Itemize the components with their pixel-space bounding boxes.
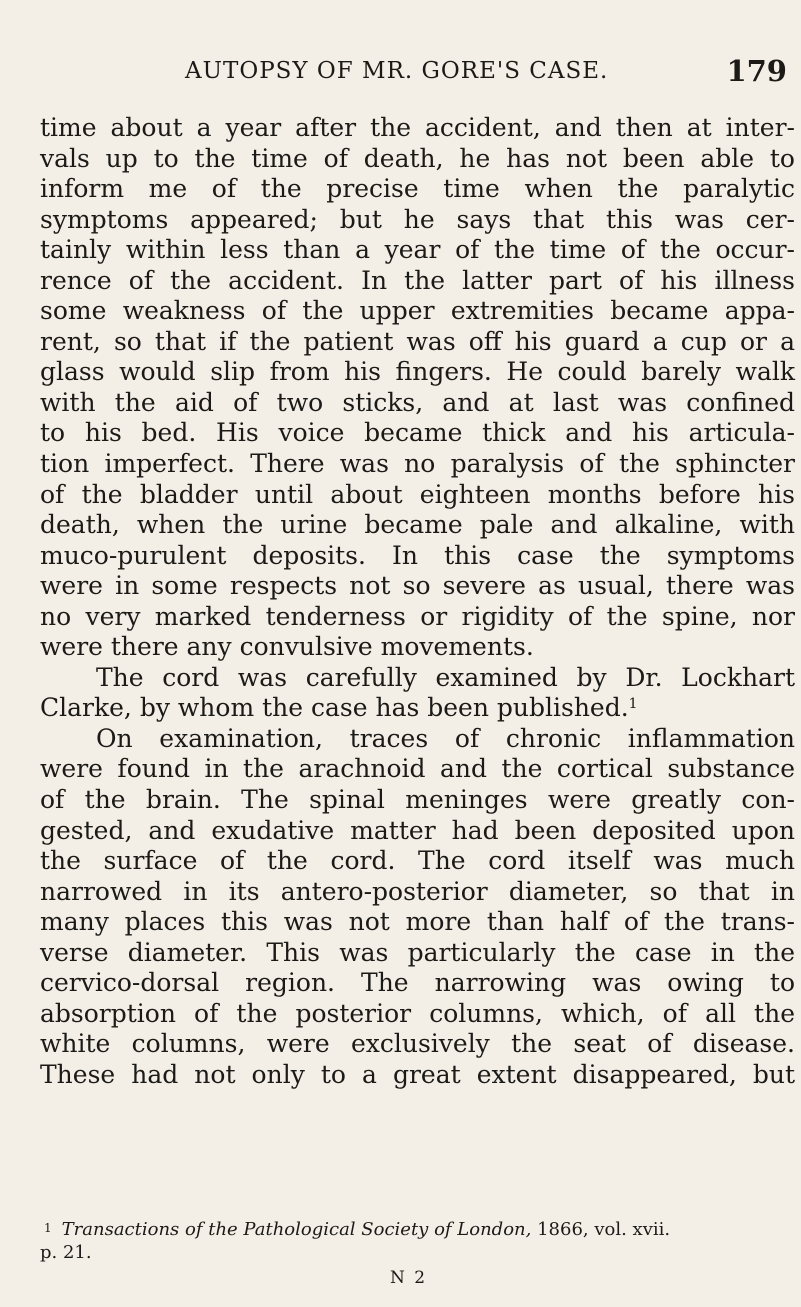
text-line: white columns, were exclusively the seat of disease.	[40, 1029, 795, 1059]
text-line: tainly within less than a year of the time of the occur-	[40, 235, 795, 265]
text-line: narrowed in its antero-posterior diameter, so that in	[40, 876, 795, 906]
footnote-mark: 1	[44, 1221, 52, 1235]
text-line: rence of the accident. In the latter part of his illness	[40, 265, 795, 295]
page-number: 179	[726, 54, 787, 88]
text-line: of the bladder until about eighteen months before his	[40, 479, 795, 509]
text-line: vals up to the time of death, he has not been able to	[40, 143, 795, 173]
footnote-line	[40, 1218, 795, 1241]
text-line: glass would slip from his fingers. He could barely walk	[40, 357, 795, 387]
text-line: inform me of the precise time when the paralytic	[40, 174, 795, 204]
text-line: of the brain. The spinal meninges were greatly con-	[40, 785, 795, 815]
text-line: death, when the urine became pale and alkaline, with	[40, 510, 795, 540]
text-line: The cord was carefully examined by Dr. Lockhart	[96, 662, 795, 692]
running-title: AUTOPSY OF MR. GORE'S CASE.	[185, 58, 609, 84]
footnote-line-2: p. 21.	[40, 1242, 92, 1263]
text-line: some weakness of the upper extremities became appa-	[40, 296, 795, 326]
text-line: were found in the arachnoid and the cortical substance	[40, 754, 795, 784]
footnote-citation-title: Transactions of the Pathological Society of London,	[61, 1219, 532, 1240]
text-line: time about a year after the accident, and then at inter-	[40, 113, 795, 142]
text-line: absorption of the posterior columns, which, of all the	[40, 998, 795, 1028]
footnote-reference: 1	[628, 696, 638, 713]
text-line: the surface of the cord. The cord itself was much	[40, 846, 795, 876]
text-line: to his bed. His voice became thick and his articula-	[40, 418, 795, 448]
text-line: verse diameter. This was particularly the case in the	[40, 937, 795, 967]
running-head	[40, 54, 795, 98]
text-line: were in some respects not so severe as usual, there was	[40, 571, 795, 601]
text-line: On examination, traces of chronic inflammation	[96, 723, 795, 753]
signature-mark: N 2	[390, 1268, 428, 1288]
text-line-with-footnote	[40, 693, 795, 724]
text-line: rent, so that if the patient was off his guard a cup or a	[40, 326, 795, 356]
text-line: no very marked tenderness or rigidity of the spine, nor	[40, 601, 795, 631]
text-line: gested, and exudative matter had been deposited upon	[40, 815, 795, 845]
text-line: cervico-dorsal region. The narrowing was owing to	[40, 968, 795, 998]
text-line: were there any convulsive movements.	[40, 632, 534, 662]
text-line: many places this was not more than half of the trans-	[40, 907, 795, 937]
footnote-citation-details: 1866, vol. xvii.	[531, 1219, 671, 1240]
text-line-content: Clarke, by whom the case has been published.	[40, 693, 629, 723]
body-text	[40, 113, 795, 1091]
text-line: symptoms appeared; but he says that this was cer-	[40, 204, 795, 234]
text-line: These had not only to a great extent disappeared, but	[40, 1059, 795, 1089]
footnote	[40, 1218, 795, 1264]
text-line: with the aid of two sticks, and at last was confined	[40, 387, 795, 417]
text-line: muco-purulent deposits. In this case the symptoms	[40, 540, 795, 570]
text-line: tion imperfect. There was no paralysis of the sphincter	[40, 449, 795, 479]
